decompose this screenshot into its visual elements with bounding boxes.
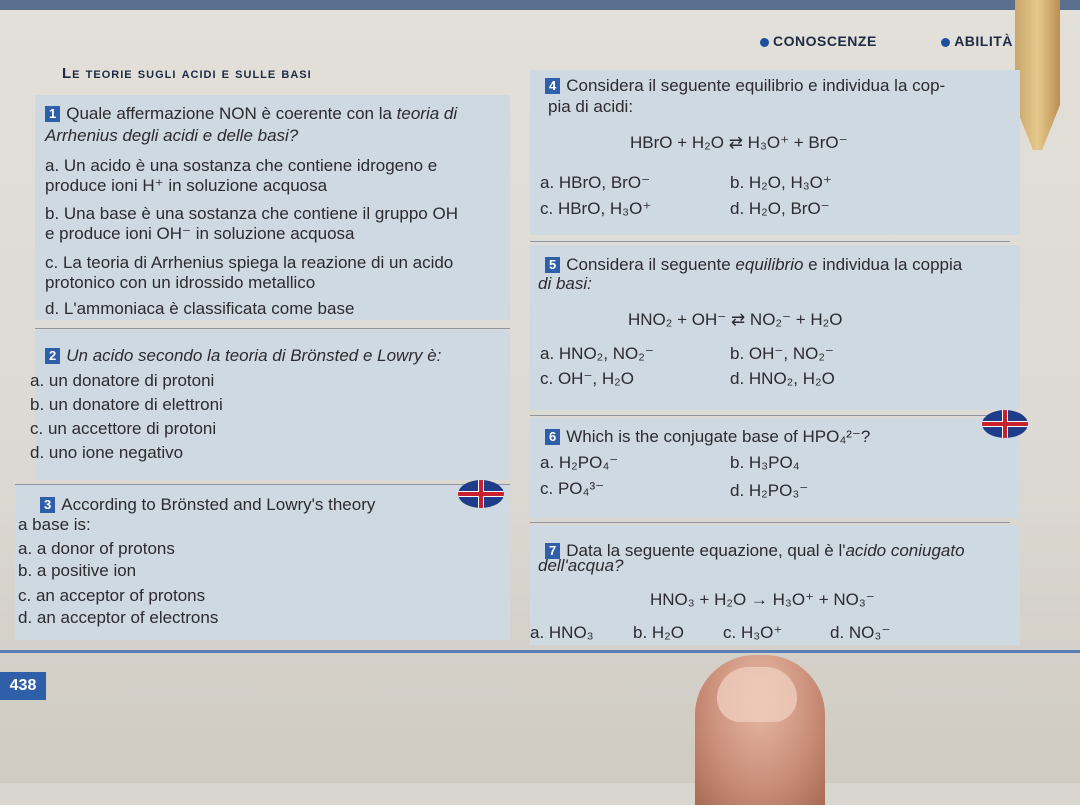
option-b: b. un donatore di elettroni — [30, 395, 223, 414]
option-b: b. H₂O, H₃O⁺ — [730, 173, 832, 192]
question-2 — [45, 345, 441, 367]
equation: HNO₃ + H₂O → H₃O⁺ + NO₃⁻ — [650, 590, 875, 609]
header-tags — [760, 33, 1073, 49]
tag-conoscenze: CONOSCENZE — [773, 33, 877, 49]
option-a: a. H₂PO₄⁻ — [540, 453, 619, 472]
pencil-photo — [1015, 0, 1060, 150]
question-6 — [545, 426, 870, 448]
page-number: 438 — [0, 672, 46, 700]
option-d: d. L'ammoniaca è classificata come base — [45, 299, 355, 318]
question-text-a: Considera il seguente — [566, 255, 736, 274]
divider — [530, 522, 1010, 523]
option-a-line1: a. Un acido è una sostanza che contiene idrogeno e — [45, 156, 438, 175]
question-text-line1: According to Brönsted and Lowry's theory — [61, 495, 376, 514]
option-c: c. an acceptor of protons — [18, 586, 206, 605]
option-a-line2: produce ioni H⁺ in soluzione acquosa — [45, 176, 328, 195]
footer-line — [0, 650, 1080, 653]
divider — [530, 415, 1000, 416]
question-text-line2: di basi: — [538, 274, 592, 293]
question-text: Which is the conjugate base of HPO₄²⁻? — [566, 427, 871, 446]
equation: HNO₂ + OH⁻ ⇄ NO₂⁻ + H₂O — [628, 310, 843, 329]
option-c: c. PO₄³⁻ — [540, 479, 605, 498]
bullet-icon — [760, 38, 769, 47]
section-title: Le teorie sugli acidi e sulle basi — [62, 65, 312, 82]
option-d: d. an acceptor of electrons — [18, 608, 219, 627]
option-c-line2: protonico con un idrossido metallico — [45, 273, 316, 292]
option-d: d. uno ione negativo — [30, 443, 184, 462]
question-text-line2: a base is: — [18, 515, 91, 534]
option-a: a. HBrO, BrO⁻ — [540, 173, 651, 192]
question-5 — [545, 254, 1020, 276]
question-text: Un acido secondo la teoria di Brönsted e Lowry è: — [66, 346, 442, 365]
option-c-line1: c. La teoria di Arrhenius spiega la reazione di un acido — [45, 253, 454, 272]
option-b: b. a positive ion — [18, 561, 137, 580]
option-d: d. HNO₂, H₂O — [730, 369, 835, 388]
option-a: a. HNO₂, NO₂⁻ — [540, 344, 654, 363]
question-number: 1 — [45, 106, 60, 122]
question-3 — [40, 494, 375, 516]
divider — [530, 241, 1010, 242]
question-4 — [545, 75, 1015, 97]
option-b-line2: e produce ioni OH⁻ in soluzione acquosa — [45, 224, 355, 243]
option-d: d. H₂O, BrO⁻ — [730, 199, 830, 218]
question-number: 4 — [545, 78, 560, 94]
uk-flag-icon — [982, 410, 1028, 438]
question-text-line1: Considera il seguente equilibrio e individua la cop- — [566, 76, 946, 95]
bullet-icon — [941, 38, 950, 47]
tag-abilita: ABILITÀ — [954, 33, 1013, 49]
question-text-b: acido coniugato — [845, 541, 965, 560]
question-text-c: e individua la coppia — [803, 255, 963, 274]
question-number: 5 — [545, 257, 560, 273]
option-c: c. HBrO, H₃O⁺ — [540, 199, 652, 218]
question-text-b: equilibrio — [735, 255, 804, 274]
uk-flag-icon — [458, 480, 504, 508]
question-number: 2 — [45, 348, 60, 364]
option-c: c. un accettore di protoni — [30, 419, 217, 438]
option-b: b. H₃PO₄ — [730, 453, 800, 472]
equation: HBrO + H₂O ⇄ H₃O⁺ + BrO⁻ — [630, 133, 848, 152]
option-b: b. OH⁻, NO₂⁻ — [730, 344, 834, 363]
option-a: a. un donatore di protoni — [30, 371, 215, 390]
question-number: 6 — [545, 429, 560, 445]
question-1 — [45, 103, 505, 147]
divider — [15, 484, 510, 485]
option-b-line1: b. Una base è una sostanza che contiene il gruppo OH — [45, 204, 458, 223]
question-text: Quale affermazione NON è coerente con la — [66, 104, 397, 123]
option-a: a. a donor of protons — [18, 539, 175, 558]
option-a: a. HNO₃ — [530, 623, 594, 642]
option-b: b. H₂O — [633, 623, 684, 642]
option-d: d. H₂PO₃⁻ — [730, 481, 809, 500]
question-text-line2: dell'acqua? — [538, 556, 624, 575]
question-text-italic: teoria di Arrhenius degli acidi e delle basi? — [45, 104, 458, 145]
top-band — [0, 0, 1080, 10]
question-text-line2: pia di acidi: — [548, 97, 634, 116]
question-number: 7 — [545, 543, 560, 559]
question-text-a: Data la seguente equazione, qual è l' — [566, 541, 846, 560]
divider — [35, 328, 510, 329]
option-c: c. H₃O⁺ — [723, 623, 783, 642]
option-d: d. NO₃⁻ — [830, 623, 891, 642]
question-number: 3 — [40, 497, 55, 513]
option-c: c. OH⁻, H₂O — [540, 369, 634, 388]
